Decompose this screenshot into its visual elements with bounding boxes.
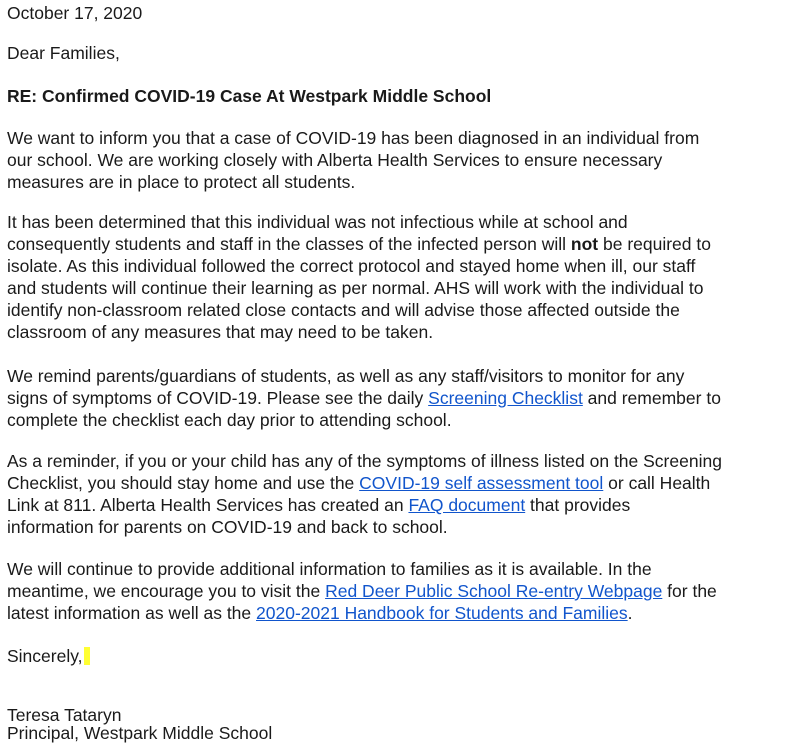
text: meantime, we encourage you to visit the — [7, 581, 326, 601]
paragraph-1-line: We want to inform you that a case of COVID-19 has been diagnosed in an individual from — [7, 128, 700, 148]
text: or call Health — [603, 473, 711, 493]
text: Checklist, you should stay home and use the — [7, 473, 360, 493]
reentry-webpage-link[interactable]: Red Deer Public School Re-entry Webpage — [325, 581, 663, 601]
signature-title: Principal, Westpark Middle School — [7, 723, 273, 743]
paragraph-5-line — [7, 602, 633, 624]
salutation: Dear Families, — [7, 43, 120, 63]
paragraph-4-line — [7, 494, 630, 516]
emphasis-not: not — [570, 234, 599, 254]
paragraph-5-line — [7, 580, 717, 602]
paragraph-2-line: identify non-classroom related close contacts and will advise those affected outside the — [7, 300, 680, 320]
text: latest information as well as the — [7, 603, 257, 623]
signature-name: Teresa Tataryn — [7, 705, 122, 725]
text: be required to — [598, 234, 711, 254]
self-assessment-tool-link[interactable]: COVID-19 self assessment tool — [359, 473, 604, 493]
paragraph-1-line: our school. We are working closely with Alberta Health Services to ensure necessary — [7, 150, 663, 170]
text: consequently students and staff in the classes of the infected person will — [7, 234, 571, 254]
screening-checklist-link[interactable]: Screening Checklist — [428, 388, 583, 408]
subject-line: RE: Confirmed COVID-19 Case At Westpark Middle School — [7, 86, 492, 106]
closing — [7, 645, 90, 667]
text: . — [627, 603, 633, 623]
closing-text: Sincerely, — [7, 646, 83, 666]
letter-date: October 17, 2020 — [7, 3, 143, 23]
paragraph-3-line: complete the checklist each day prior to attending school. — [7, 410, 452, 430]
paragraph-1-line: measures are in place to protect all students. — [7, 172, 356, 192]
paragraph-3-line — [7, 387, 721, 409]
faq-document-link[interactable]: FAQ document — [408, 495, 526, 515]
paragraph-3-line: We remind parents/guardians of students, as well as any staff/visitors to monitor for any — [7, 366, 685, 386]
text: signs of symptoms of COVID-19. Please see the daily — [7, 388, 429, 408]
paragraph-2-line: classroom of any measures that may need to be taken. — [7, 322, 434, 342]
paragraph-4-line: information for parents on COVID-19 and back to school. — [7, 517, 448, 537]
text: Link at 811. Alberta Health Services has created an — [7, 495, 409, 515]
paragraph-2-line: and students will continue their learning as per normal. AHS will work with the individual to — [7, 278, 704, 298]
handbook-link[interactable]: 2020-2021 Handbook for Students and Families — [256, 603, 628, 623]
paragraph-2-line: It has been determined that this individual was not infectious while at school and — [7, 212, 628, 232]
text: and remember to — [582, 388, 721, 408]
paragraph-4-line — [7, 472, 710, 494]
paragraph-2-line: isolate. As this individual followed the correct protocol and stayed home when ill, our staff — [7, 256, 696, 276]
text: that provides — [525, 495, 631, 515]
text-cursor — [84, 647, 90, 665]
paragraph-5-line: We will continue to provide additional information to families as it is available. In the — [7, 559, 652, 579]
paragraph-4-line: As a reminder, if you or your child has any of the symptoms of illness listed on the Screening — [7, 451, 722, 471]
text: for the — [662, 581, 717, 601]
paragraph-2-line — [7, 233, 711, 255]
